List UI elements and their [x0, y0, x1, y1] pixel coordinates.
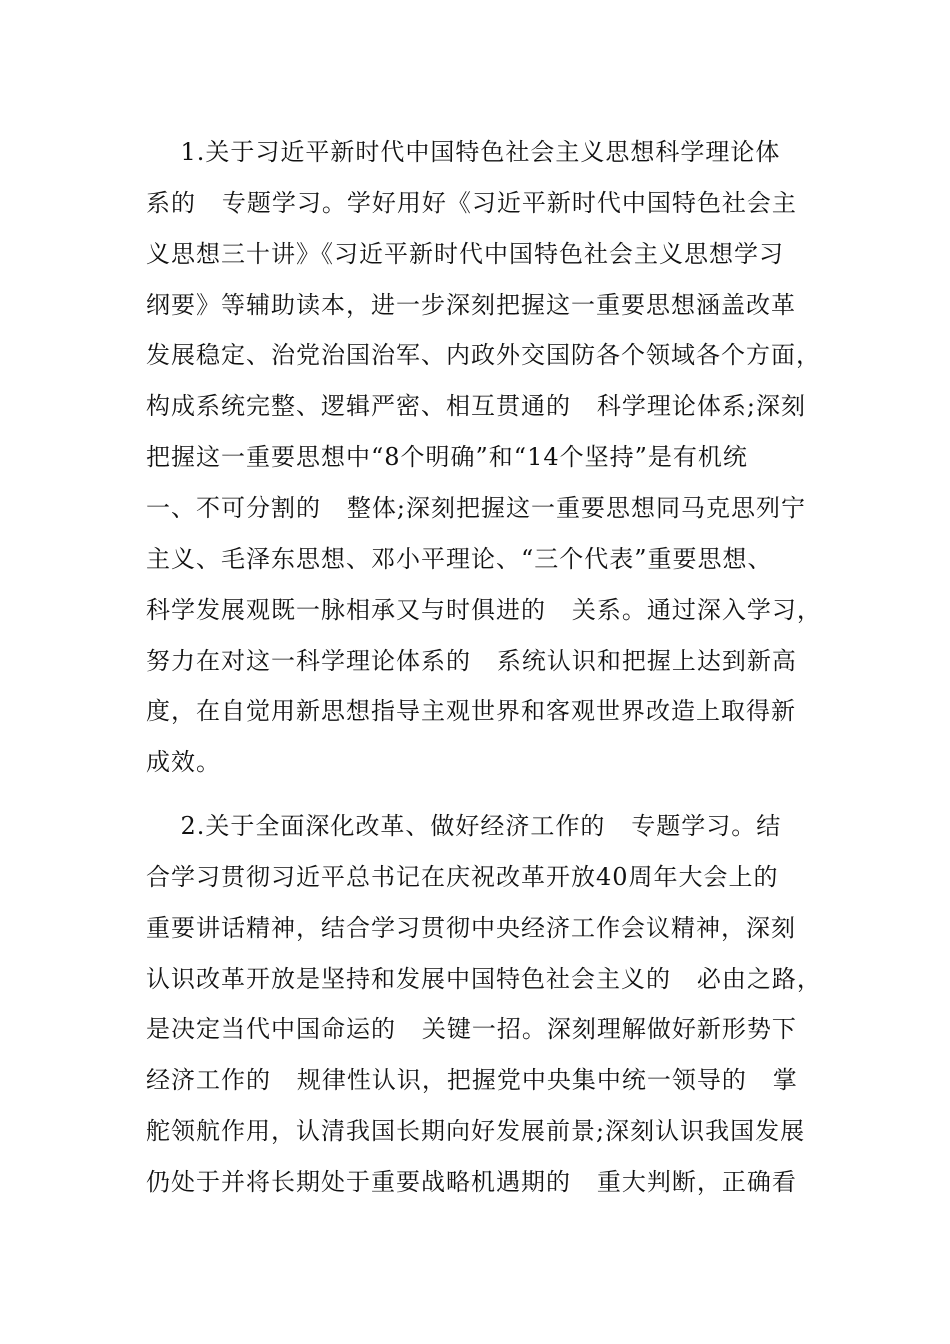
text-line: 成效。	[146, 748, 221, 776]
text-line: 2.关于全面深化改革、做好经济工作的 专题学习。结	[146, 812, 782, 840]
text-line: 合学习贯彻习近平总书记在庆祝改革开放40周年大会上的	[146, 863, 779, 891]
text-line: 度，在自觉用新思想指导主观世界和客观世界改造上取得新	[146, 697, 796, 725]
text-line: 主义、毛泽东思想、邓小平理论、“三个代表”重要思想、	[146, 545, 773, 573]
text-line: 把握这一重要思想中“8个明确”和“14个坚持”是有机统	[146, 443, 748, 471]
text-line: 仍处于并将长期处于重要战略机遇期的 重大判断，正确看	[146, 1168, 797, 1196]
text-line: 重要讲话精神，结合学习贯彻中央经济工作会议精神，深刻	[146, 914, 796, 942]
text-line: 一、不可分割的 整体;深刻把握这一重要思想同马克思列宁	[146, 494, 806, 522]
text-line: 1.关于习近平新时代中国特色社会主义思想科学理论体	[146, 138, 781, 166]
text-line: 构成系统完整、逻辑严密、相互贯通的 科学理论体系;深刻	[146, 392, 806, 420]
text-line: 科学发展观既一脉相承又与时俱进的 关系。通过深入学习，	[146, 596, 822, 624]
text-line: 经济工作的 规律性认识，把握党中央集中统一领导的 掌	[146, 1066, 798, 1094]
text-line: 系的 专题学习。学好用好《习近平新时代中国特色社会主	[146, 189, 797, 217]
text-line: 发展稳定、治党治国治军、内政外交国防各个领域各个方面，	[146, 341, 821, 369]
text-line: 认识改革开放是坚持和发展中国特色社会主义的 必由之路，	[146, 965, 822, 993]
text-line: 纲要》等辅助读本，进一步深刻把握这一重要思想涵盖改革	[146, 291, 796, 319]
text-line: 舵领航作用，认清我国长期向好发展前景;深刻认识我国发展	[146, 1117, 806, 1145]
text-line: 是决定当代中国命运的 关键一招。深刻理解做好新形势下	[146, 1015, 797, 1043]
text-line: 义思想三十讲》《习近平新时代中国特色社会主义思想学习	[146, 240, 784, 268]
text-line: 努力在对这一科学理论体系的 系统认识和把握上达到新高	[146, 647, 797, 675]
